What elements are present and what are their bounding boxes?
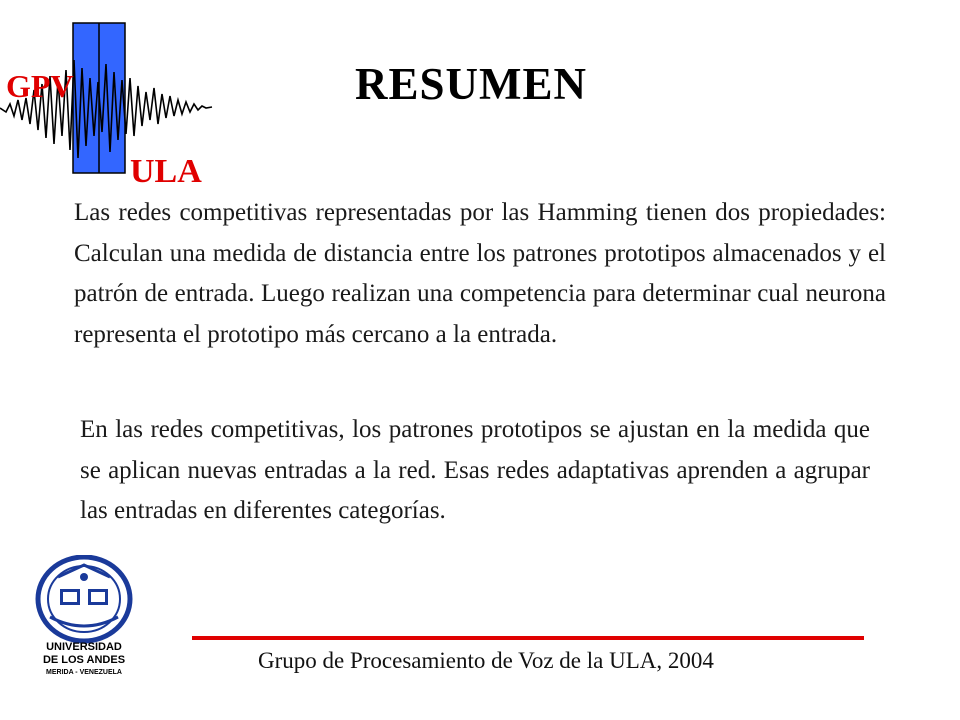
university-logo (28, 555, 140, 680)
summary-paragraph-1: Las redes competitivas representadas por las Hamming tienen dos propiedades: Calculan una medida de distancia entre los patrones prototipos almacenados y el patrón de entrada. Luego realizan una competencia para determinar cual neurona representa el prototipo más cercano a la entrada. (74, 199, 886, 348)
summary-paragraph-2: En las redes competitivas, los patrones prototipos se ajustan en la medida que se aplican nuevas entradas a la red. Esas redes adaptativas aprenden a agrupar las entradas en diferentes categorías. (80, 416, 870, 524)
ula-label: ULA (130, 153, 202, 190)
gpv-label: GPV (6, 68, 74, 104)
svg-text:MERIDA - VENEZUELA: MERIDA - VENEZUELA (46, 669, 122, 676)
page-title: RESUMEN (355, 59, 588, 109)
university-seal-icon (28, 555, 140, 680)
svg-text:DE LOS ANDES: DE LOS ANDES (42, 654, 126, 666)
gpv-logo (0, 20, 220, 190)
footer-divider (192, 636, 864, 640)
svg-text:UNIVERSIDAD: UNIVERSIDAD (46, 641, 122, 653)
footer-caption: Grupo de Procesamiento de Voz de la ULA, 2004 (258, 648, 714, 673)
